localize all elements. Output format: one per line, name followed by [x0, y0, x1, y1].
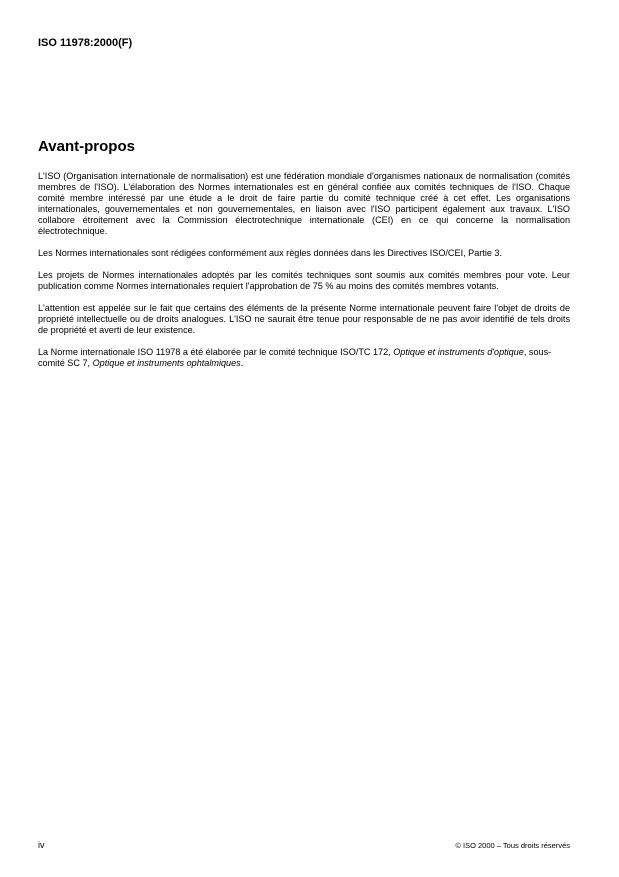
paragraph-voting: Les projets de Normes internationales adoptés par les comités techniques sont soumis aux comités membres pour vote. Leur publication comme Normes internationales requiert l'approbation de 75 % au moins des comités membres votants.	[38, 270, 570, 291]
paragraph-patent-rights: L'attention est appelée sur le fait que certains des éléments de la présente Norme internationale peuvent faire l'objet de droits de propriété intellectuelle ou de droits analogues. L'ISO ne saurait être tenue pour responsable de ne pas avoir identifié de tels droits de propriété et averti de leur existence.	[38, 303, 570, 335]
committee-text-2: , sous-comité SC 7,	[38, 347, 552, 368]
page-number: iv	[38, 840, 45, 850]
committee-text-1: La Norme internationale ISO 11978 a été élaborée par le comité technique ISO/TC 172,	[38, 347, 394, 357]
paragraph-directives: Les Normes internationales sont rédigées conformément aux règles données dans les Directives ISO/CEI, Partie 3.	[38, 248, 503, 258]
document-identifier: ISO 11978:2000(F)	[38, 37, 133, 49]
section-title: Avant-propos	[38, 138, 135, 155]
committee-text-3: .	[240, 358, 244, 368]
foreword-body	[38, 171, 570, 380]
committee-name: Optique et instruments d'optique	[393, 347, 524, 357]
paragraph-committee	[38, 347, 570, 369]
subcommittee-name: Optique et instruments ophtalmiques	[92, 358, 241, 368]
paragraph-organisation: L'ISO (Organisation internationale de normalisation) est une fédération mondiale d'organismes nationaux de normalisation (comités membres de l'ISO). L'élaboration des Normes internationales est en général confiée aux comités techniques de l'ISO. Chaque comité membre intéressé par une étude a le droit de faire partie du comité technique créé à cet effet. Les organisations internationales, gouvernementales et non gouvernementales, en liaison avec l'ISO participent également aux travaux. L'ISO collabore étroitement avec la Commission électrotechnique internationale (CEI) en ce qui concerne la normalisation électrotechnique.	[38, 171, 570, 236]
copyright-notice: © ISO 2000 – Tous droits réservés	[455, 841, 570, 850]
